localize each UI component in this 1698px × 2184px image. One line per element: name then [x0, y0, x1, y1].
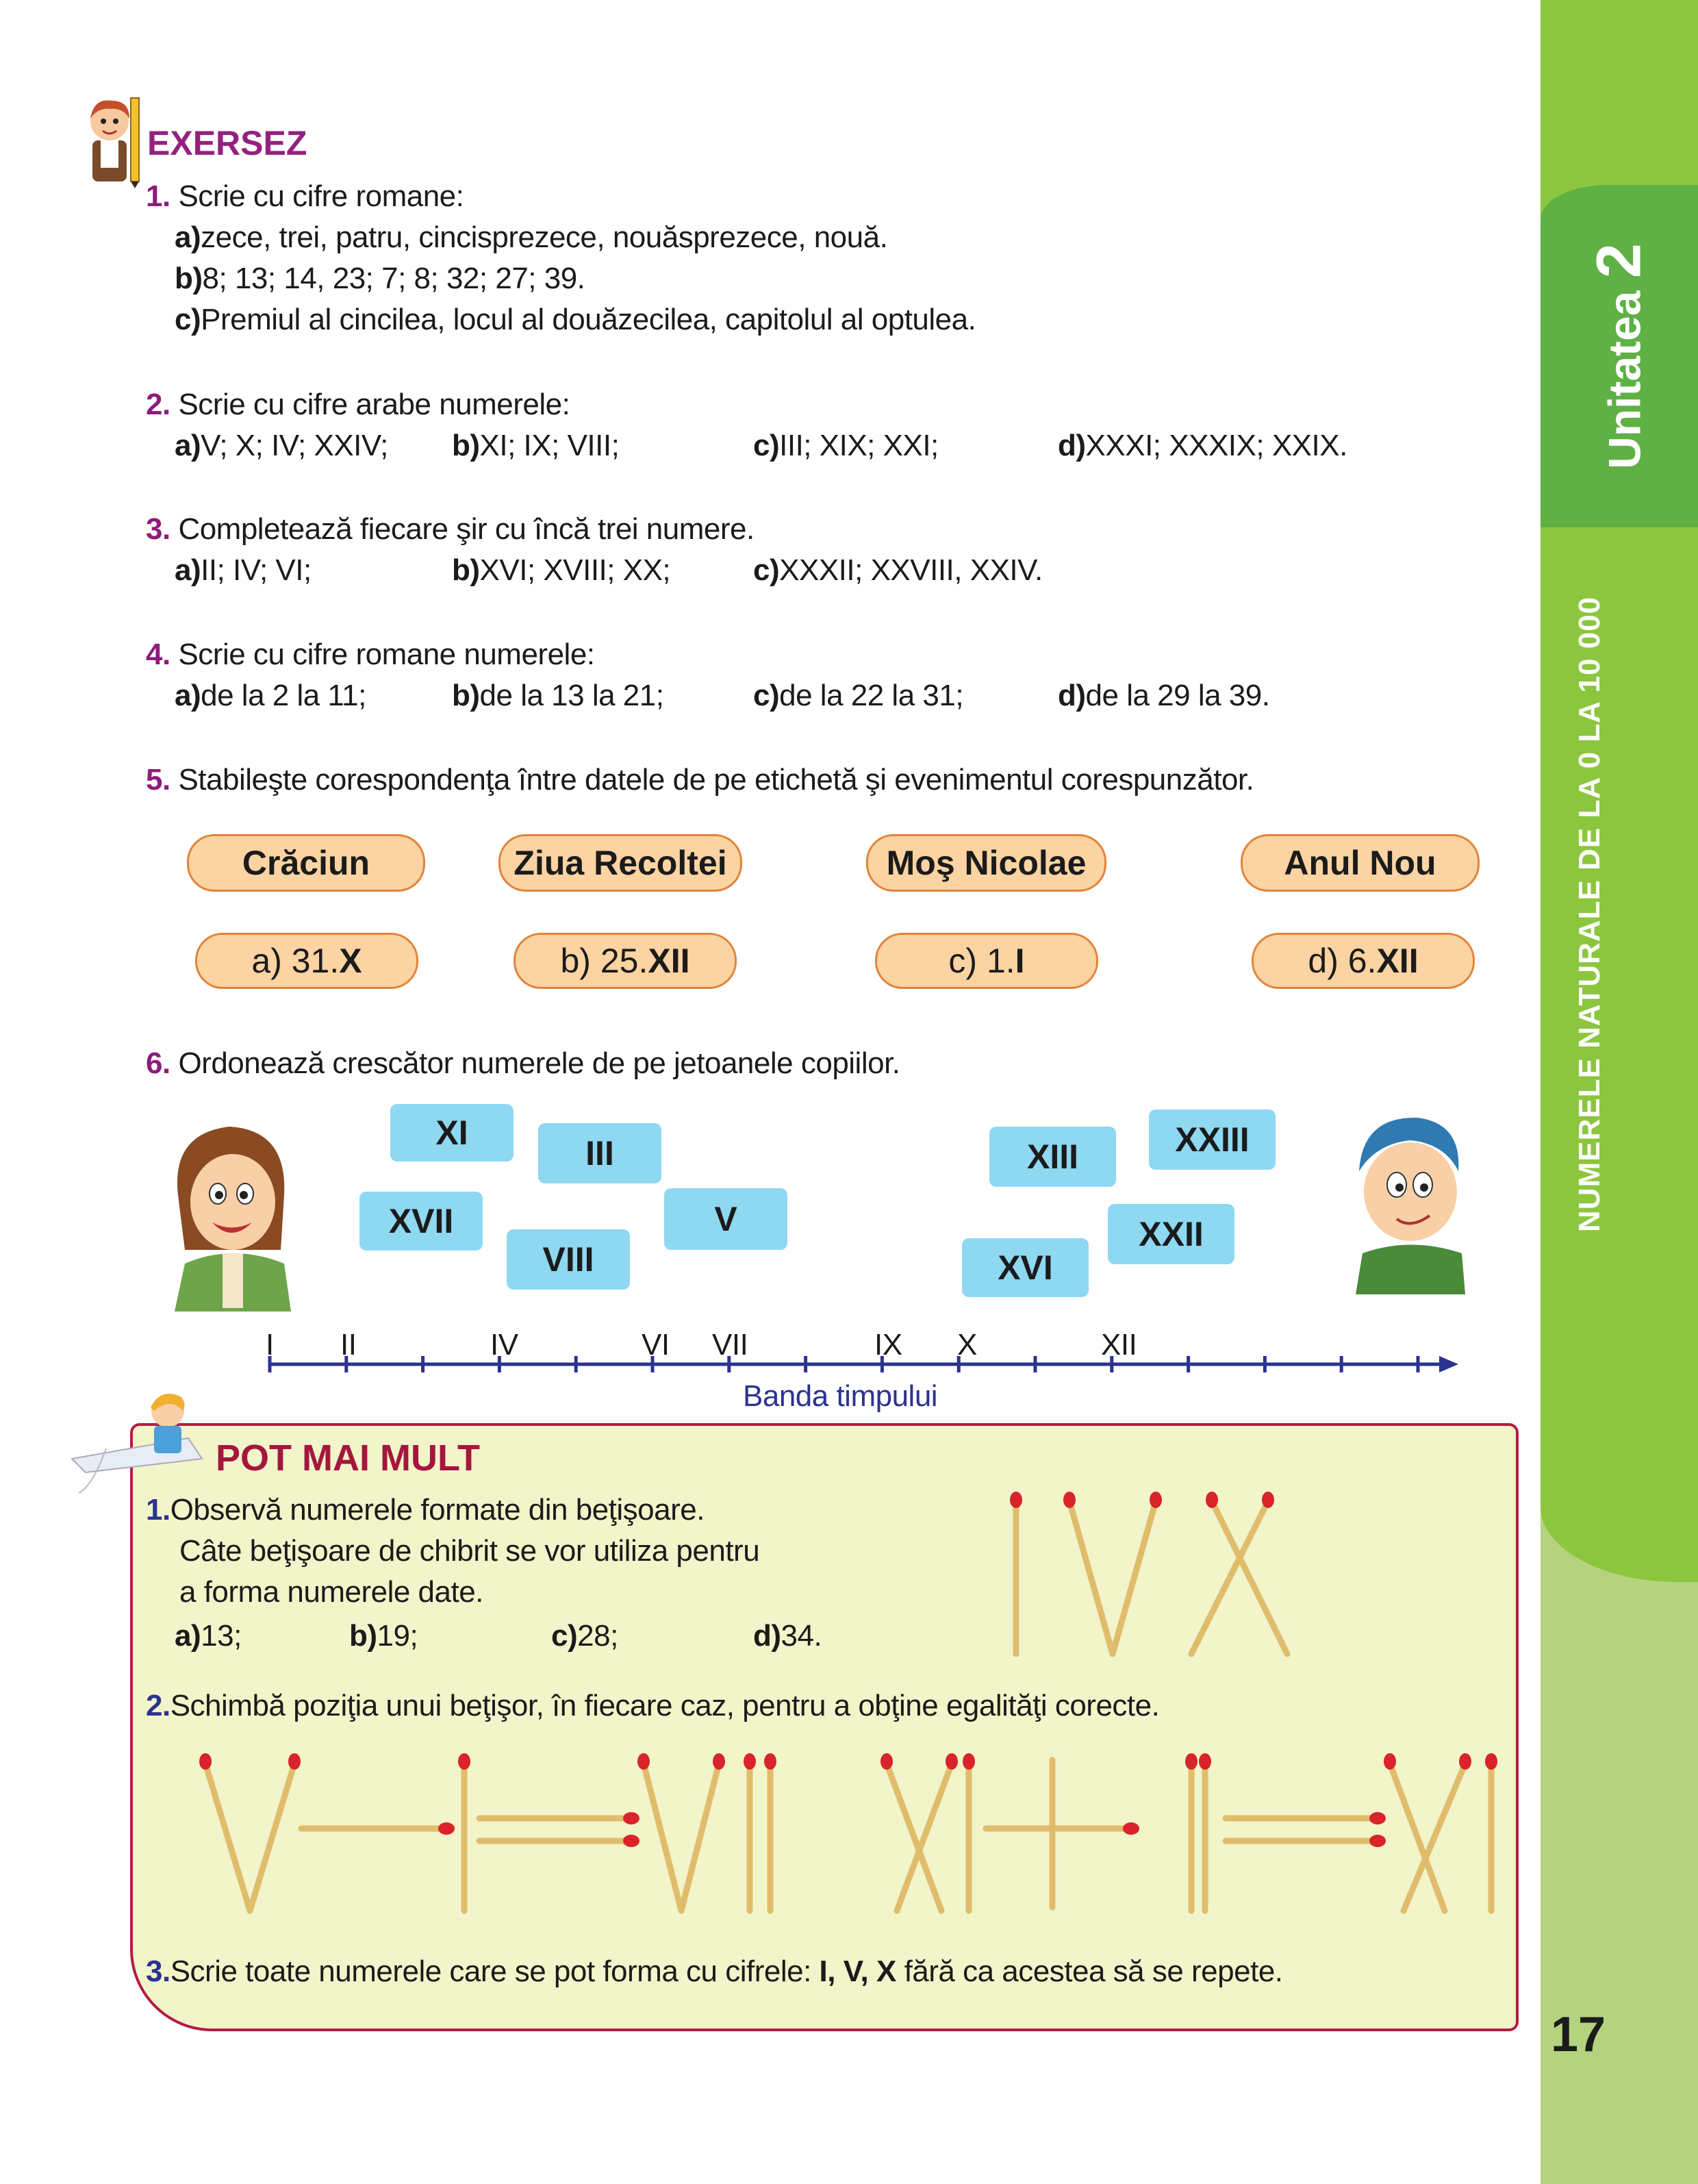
item-label: d) [753, 1619, 781, 1653]
unit-label [1584, 243, 1656, 469]
roman-token: VIII [507, 1229, 630, 1290]
timeline-label: IV [490, 1328, 518, 1361]
ex3-statement [146, 510, 755, 549]
pmm-ex1-item-a [175, 1616, 242, 1656]
ex1-item-a [175, 218, 887, 258]
ex-digits: I, V, X [819, 1955, 896, 1988]
item-label: d) [1058, 679, 1086, 712]
event-label: Moş Nicolae [866, 834, 1106, 892]
item-text: 34. [781, 1619, 822, 1653]
date-text: c) 1. [948, 942, 1015, 980]
roman-token: XIII [989, 1127, 1116, 1187]
ex-number: 3. [146, 512, 170, 546]
roman-token: XVI [962, 1238, 1089, 1297]
item-label: c) [551, 1619, 578, 1653]
ex-text: Completează fiecare şir cu încă trei numere. [178, 512, 755, 546]
ex-text: Stabileşte corespondenţa între datele de pe etichetă şi evenimentul corespunzător. [178, 763, 1254, 796]
unit-label-text: Unitatea [1599, 290, 1650, 469]
item-label: a) [175, 221, 201, 254]
ex4-item-c [753, 676, 963, 716]
item-text: XXXII; XXVIII, XXIV. [779, 553, 1043, 587]
ex3-item-b [452, 551, 670, 590]
item-text: XI; IX; VIII; [479, 429, 620, 462]
date-roman: XII [1376, 942, 1419, 980]
item-text: de la 29 la 39. [1085, 679, 1270, 712]
item-text: III; XIX; XXI; [779, 429, 939, 462]
timeline-label: X [957, 1328, 977, 1361]
item-text: zece, trei, patru, cincisprezece, nouăsprezece, nouă. [201, 221, 888, 254]
item-label: a) [175, 553, 201, 587]
unit-number: 2 [1584, 243, 1654, 279]
matchstick-roman-numerals-icon [986, 1486, 1328, 1671]
item-label: b) [452, 679, 480, 712]
ex2-statement [146, 385, 570, 425]
item-label: b) [452, 429, 480, 462]
exersez-title: EXERSEZ [147, 124, 307, 162]
ex-number: 6. [146, 1046, 170, 1080]
item-label: d) [1058, 429, 1086, 462]
ex1-statement [146, 177, 464, 216]
boy-with-pencil-icon [72, 92, 154, 188]
date-text: a) 31. [251, 942, 340, 980]
timeline-label: XII [1101, 1328, 1137, 1361]
timeline-label: II [340, 1328, 357, 1361]
pmm-ex1-item-d [753, 1616, 822, 1656]
pmm-ex1-line1 [146, 1490, 705, 1530]
ex-number: 5. [146, 763, 170, 796]
ex-number: 1. [146, 1493, 170, 1527]
ex4-item-d [1058, 676, 1269, 716]
item-text: de la 13 la 21; [479, 679, 664, 712]
date-label [195, 933, 418, 989]
page-number: 17 [1551, 2007, 1606, 2062]
ex5-statement [146, 760, 1254, 800]
pmm-ex1-item-b [349, 1616, 418, 1656]
girl-on-plane-icon [65, 1383, 223, 1507]
roman-token: III [538, 1123, 661, 1183]
item-text: 8; 13; 14, 23; 7; 8; 32; 27; 39. [202, 262, 585, 295]
pmm-ex1-item-c [551, 1616, 618, 1656]
roman-token: XVII [359, 1192, 483, 1251]
ex-text: Scrie cu cifre romane: [178, 179, 464, 213]
ex-text: Ordonează crescător numerele de pe jetoanele copiilor. [178, 1046, 900, 1080]
ex1-item-b [175, 259, 585, 299]
item-label: c) [753, 429, 780, 462]
ex1-item-c [175, 300, 976, 340]
roman-token: XXII [1108, 1204, 1234, 1264]
event-label: Crăciun [187, 834, 425, 892]
item-text: V; X; IV; XXIV; [201, 429, 388, 462]
date-roman: I [1015, 942, 1025, 980]
timeline-label: I [266, 1328, 274, 1361]
ex-number: 4. [146, 638, 170, 671]
ex2-item-a [175, 426, 388, 466]
ex-text: Schimbă poziţia unui beţişor, în fiecare caz, pentru a obţine egalităţi corecte. [170, 1689, 1160, 1722]
date-text: b) 25. [560, 942, 648, 980]
pmm-ex1-line3: a forma numerele date. [179, 1575, 483, 1609]
event-label: Ziua Recoltei [498, 834, 742, 892]
item-text: XXXI; XXXIX; XXIX. [1085, 429, 1347, 462]
girl-illustration-icon [164, 1113, 294, 1311]
item-text: 28; [577, 1619, 618, 1653]
ex2-item-c [753, 426, 939, 466]
pmm-ex1-line2: Câte beţişoare de chibrit se vor utiliza pentru [179, 1534, 760, 1568]
ex-number: 2. [146, 1689, 170, 1722]
pmm-ex2-statement [146, 1686, 1159, 1726]
ex2-item-b [452, 426, 619, 466]
item-label: c) [175, 303, 201, 336]
event-label: Anul Nou [1241, 834, 1480, 892]
ex-text: fără ca acestea să se repete. [904, 1955, 1283, 1988]
item-text: de la 22 la 31; [779, 679, 964, 712]
ex3-item-c [753, 551, 1043, 590]
date-roman: X [339, 942, 362, 980]
item-text: de la 2 la 11; [201, 679, 366, 712]
date-roman: XII [648, 942, 690, 980]
date-label [875, 933, 1098, 989]
item-text: XVI; XVIII; XX; [479, 553, 671, 587]
timeline-labels [260, 1325, 1465, 1359]
item-label: a) [175, 679, 201, 712]
item-label: b) [175, 262, 203, 295]
item-text: 19; [377, 1619, 418, 1653]
pot-mai-mult-title: POT MAI MULT [216, 1438, 480, 1479]
ex4-item-b [452, 676, 663, 716]
item-text: II; IV; VI; [201, 553, 312, 587]
pmm-ex3-statement [146, 1952, 1283, 1992]
roman-token: V [664, 1188, 787, 1250]
ex-number: 2. [146, 388, 170, 421]
timeline-caption: Banda timpului [743, 1379, 938, 1413]
roman-token: XI [390, 1104, 514, 1162]
ex6-statement [146, 1044, 900, 1083]
ex-number: 3. [146, 1955, 170, 1988]
ex4-statement [146, 635, 595, 675]
timeline-label: VI [642, 1328, 670, 1361]
ex3-item-a [175, 551, 312, 590]
ex-number: 1. [146, 179, 170, 213]
date-text: d) 6. [1308, 942, 1377, 980]
roman-token: XXIII [1149, 1109, 1276, 1170]
ex-text: Observă numerele formate din beţişoare. [170, 1493, 705, 1527]
boy-illustration-icon [1342, 1109, 1472, 1294]
timeline-label: IX [874, 1328, 902, 1361]
item-label: b) [349, 1619, 377, 1653]
item-label: b) [452, 553, 480, 587]
chapter-title: NUMERELE NATURALE DE LA 0 LA 10 000 [1573, 596, 1606, 1233]
ex2-item-d [1058, 426, 1347, 466]
timeline-label: VII [712, 1328, 748, 1361]
item-text: 13; [201, 1619, 242, 1653]
date-label [514, 933, 737, 989]
ex-text: Scrie toate numerele care se pot forma cu cifrele: [170, 1955, 811, 1988]
ex-text: Scrie cu cifre romane numerele: [178, 638, 595, 671]
ex4-item-a [175, 676, 366, 716]
item-label: c) [753, 679, 780, 712]
item-label: a) [175, 1619, 201, 1653]
item-label: c) [753, 553, 780, 587]
ex-text: Scrie cu cifre arabe numerele: [178, 388, 570, 421]
item-label: a) [175, 429, 201, 462]
item-text: Premiul al cincilea, locul al douăzecilea, capitolul al optulea. [201, 303, 976, 336]
date-label [1252, 933, 1475, 989]
matchstick-equations-icon [192, 1740, 1506, 1924]
